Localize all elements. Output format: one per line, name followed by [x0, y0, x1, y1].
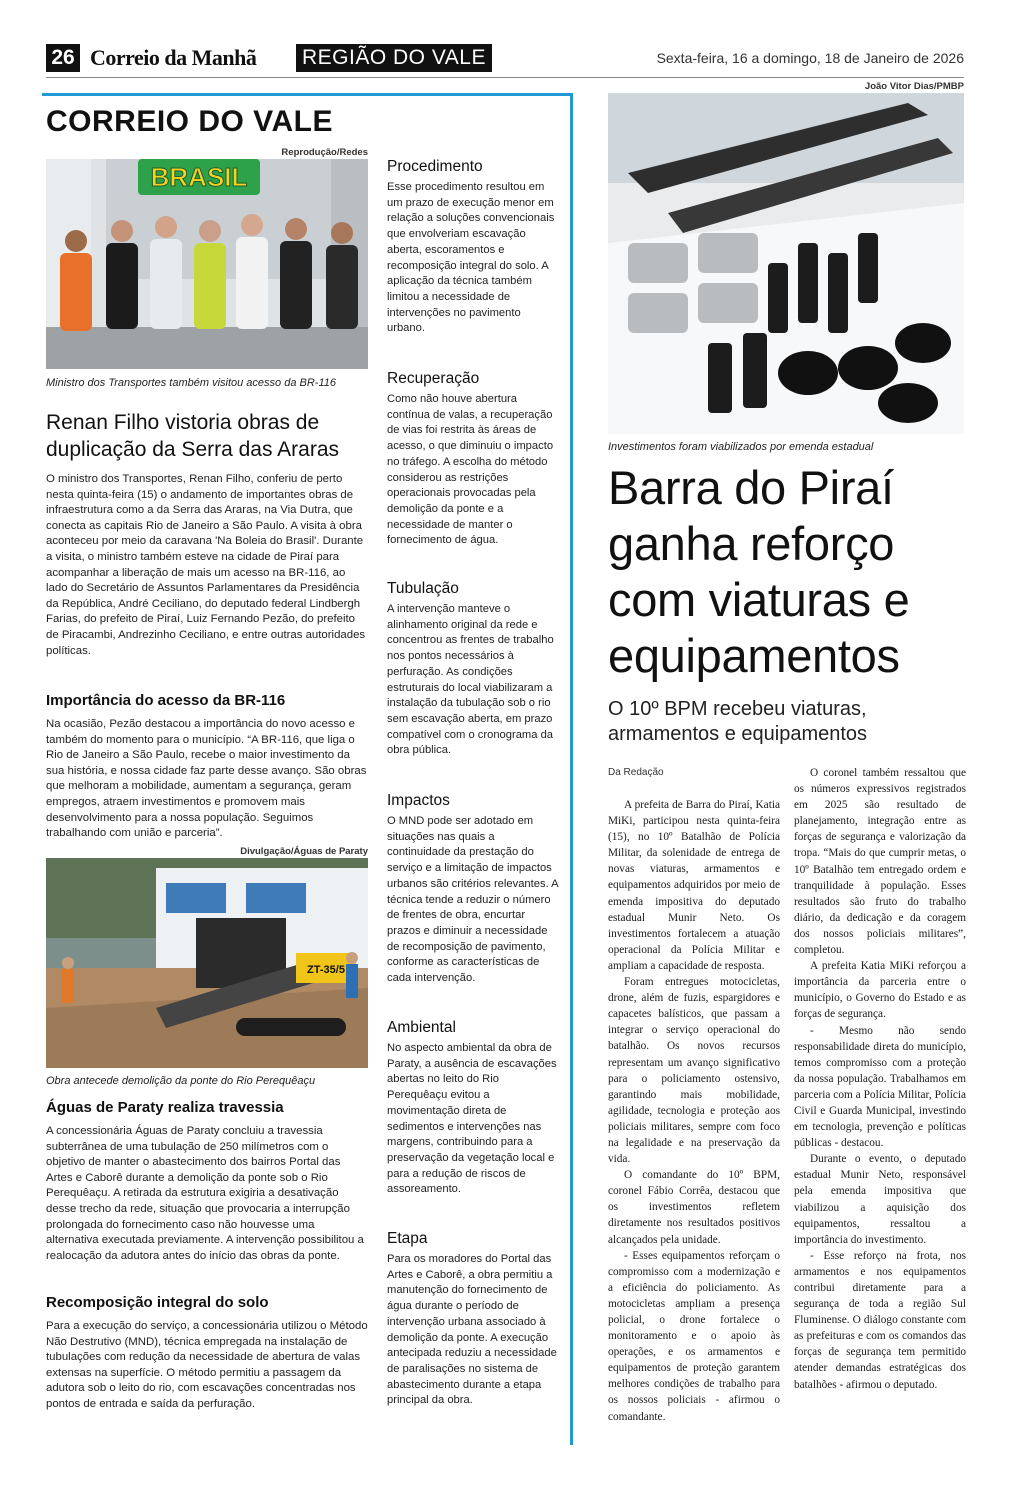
column-title: CORREIO DO VALE	[46, 105, 333, 138]
edition-date: Sexta-feira, 16 a domingo, 18 de Janeiro de 2026	[656, 50, 964, 66]
article-paragraph: Durante o evento, o deputado estadual Munir Neto, responsável pela emenda impositiva que viabilizou a aquisição dos equipamentos, ressaltou a importância do investimento.	[794, 1153, 966, 1246]
photo-caption: Investimentos foram viabilizados por emenda estadual	[608, 441, 874, 453]
sidebar-subhead: Etapa	[387, 1230, 428, 1247]
article-paragraph: Na ocasião, Pezão destacou a importância do novo acesso e também do momento para o município. “A BR-116, que liga o Rio de Janeiro a São Paulo, recebe o maior investimento da sua história, e nossa cidade faz parte desse avanço. São obras que melhoram a mobilidade, aumentam a segurança, geram empregos, atraem investimentos e promovem mais desenvolvimento para a nossa população. Seguimos trabalhando com união e parceria”.	[46, 718, 367, 840]
sidebar-subhead: Procedimento	[387, 158, 483, 175]
page-number: 26	[46, 44, 80, 72]
article-subhead: Águas de Paraty realiza travessia	[46, 1099, 284, 1116]
article-column-1	[608, 797, 780, 1425]
article-column-2	[794, 765, 966, 1393]
masthead-divider	[46, 77, 964, 78]
photo-credit: Reprodução/Redes	[281, 147, 368, 158]
sidebar-paragraph: A intervenção manteve o alinhamento original da rede e concentrou as frentes de trabalho nos pontos necessários à perfuração. As condições estruturais do local viabilizaram a instalação da tubulação sob o rio sem escavação aberta, em prazo compatível com o cronograma da obra pública.	[387, 603, 554, 757]
sidebar-paragraph: O MND pode ser adotado em situações nas quais a continuidade da prestação do serviço e a limitação de impactos urbanos são critérios relevantes. A técnica tende a reduzir o número de frentes de obra, encurtar prazos e diminuir a necessidade de recomposição de pavimento, conforme as características de cada intervenção.	[387, 815, 559, 985]
article-paragraph: A prefeita Katia MiKi reforçou a importância da parceria entre o município, o Governo do Estado e as forças de segurança.	[794, 960, 966, 1021]
photo-credit: Divulgação/Águas de Paraty	[240, 846, 368, 857]
article-paragraph: O coronel também ressaltou que os números expressivos registrados em 2025 são resultado de planejamento, integração entre as forças de segurança e valorização da tropa. “Mais do que cumprir metas, o 10º Batalhão tem entregado ordem e tranquilidade à população. Esses resultados são fruto do trabalho diário, da dedicação e da coragem dos nossos policiais militares”, completou.	[794, 767, 966, 957]
article-paragraph: - Esse reforço na frota, nos armamentos e nos equipamentos contribui diretamente para a segurança de toda a região Sul Fluminense. O diálogo constante com as prefeituras e com os comandos das forças de segurança tem permitido atender demandas estratégicas dos batalhões - afirmou o deputado.	[794, 1249, 966, 1391]
photo-credit: João Vitor Dias/PMBP	[864, 81, 964, 92]
drilling-machine-photo	[46, 858, 368, 1068]
article-paragraph: O ministro dos Transportes, Renan Filho, conferiu de perto nesta quinta-feira (15) o andamento de importantes obras de infraestrutura como a da Serra das Araras, na Via Dutra, que conecta as capitais Rio de Janeiro a São Paulo. A visita à obra aconteceu por meio da caravana 'Na Boleia do Brasil'. Durante a visita, o ministro também esteve na cidade de Piraí para acompanhar a liberação de mais um acesso na BR-116, ao lado do Secretário de Assuntos Parlamentares da Presidência da República, André Ceciliano, do deputado federal Lindbergh Farias, do prefeito de Piraí, Luiz Fernando Pezão, do prefeito de Piracambi, Andrezinho Ceciliano, e entre outras autoridades políticas.	[46, 473, 366, 657]
article-subhead: Recomposição integral do solo	[46, 1294, 269, 1311]
photo-caption: Ministro dos Transportes também visitou acesso da BR-116	[46, 377, 336, 389]
article-paragraph: O comandante do 10º BPM, coronel Fábio Corrêa, destacou que os investimentos refletem diretamente nos resultados positivos alcançados pela unidade.	[608, 1169, 780, 1246]
main-headline: Barra do Piraí ganha reforço com viaturas e equipamentos	[608, 461, 910, 682]
masthead	[0, 0, 1010, 80]
section-label: REGIÃO DO VALE	[296, 44, 492, 72]
article-paragraph: - Esses equipamentos reforçam o compromisso com a modernização e a eficiência do policiamento. As motocicletas ampliam a presença policial, o drone fortalece o monitoramento e o apoio às operações, e os armamentos e equipamentos de proteção garantem melhores condições de trabalho para os nossos policiais - afirmou o comandante.	[608, 1249, 780, 1423]
machine-label: ZT-35/5	[307, 964, 345, 976]
article-headline: Renan Filho vistoria obras de duplicação da Serra das Araras	[46, 411, 340, 461]
article-paragraph: Foram entregues motocicletas, drone, além de fuzis, espargidores e capacetes balísticos, que passam a integrar o serviço operacional do batalhão. Os novos recursos representam um avanço significativo para o policiamento ostensivo, garantindo mais mobilidade, agilidade, tecnologia e proteção aos policiais militares, sempre com foco na legalidade e na preservação da vida.	[608, 976, 780, 1166]
article-byline: Da Redação	[608, 767, 664, 778]
sidebar-paragraph: Como não houve abertura contínua de valas, a recuperação de vias foi restrita às áreas de acesso, o que diminuiu o impacto no tráfego. A escolha do método considerou as restrições operacionais provocadas pela demolição da ponte e a necessidade de manter o fornecimento de água.	[387, 393, 554, 547]
article-paragraph: Para a execução do serviço, a concessionária utilizou o Método Não Destrutivo (MND), técnica empregada na instalação de tubulações com redução da necessidade de abertura de valas extensas na superfície. O método permitiu a passagem da adutora sob o leito do rio, com escavações concentradas nos pontos de entrada e saída da perfuração.	[46, 1320, 368, 1410]
article-paragraph: - Mesmo não sendo responsabilidade direta do município, temos compromisso com a proteção da nossa população. Trabalhamos em parceria com a Polícia Militar, Polícia Civil e Guarda Municipal, investindo em tecnologia, prevenção e políticas públicas - destacou.	[794, 1024, 966, 1150]
sidebar-subhead: Impactos	[387, 792, 450, 809]
sidebar-subhead: Ambiental	[387, 1019, 456, 1036]
article-paragraph: A concessionária Águas de Paraty concluiu a travessia subterrânea de uma tubulação de 250 milímetros com o objetivo de manter o abastecimento dos bairros Portal das Artes e Caborê durante a demolição da ponte sob o Rio Perequêaçu. A retirada da estrutura exigiria a desativação desse trecho da rede, situação que provocaria a interrupção prolongada do fornecimento caso não houvesse uma alternativa executada previamente. A intervenção possibilitou a realocação da adutora antes do início das obras da ponte.	[46, 1125, 364, 1262]
article-standfirst: O 10º BPM recebeu viaturas, armamentos e equipamentos	[608, 698, 868, 745]
photo-caption: Obra antecede demolição da ponte do Rio Perequêaçu	[46, 1075, 316, 1087]
article-subhead: Importância do acesso da BR-116	[46, 692, 286, 709]
drilling-machine-illustration	[46, 858, 368, 1068]
article-paragraph: A prefeita de Barra do Piraí, Katia MiKi, participou nesta quinta-feira (15), no 10º Batalhão de Polícia Militar, da solenidade de entrega de novas viaturas, armamentos e equipamentos adquiridos por meio de emenda impositiva do deputado estadual Munir Neto. Os investimentos fortalecem a atuação operacional da Polícia Militar e ampliam a capacidade de resposta.	[608, 799, 780, 972]
sidebar-subhead: Tubulação	[387, 580, 459, 597]
equipment-photo	[608, 93, 964, 434]
newspaper-name: Correio da Manhã	[90, 45, 257, 70]
sidebar-paragraph: Esse procedimento resultou em um prazo de execução menor em relação a soluções convencionais que envolveriam escavação aberta, escoramentos e recomposição integral do solo. A aplicação da técnica também limitou a necessidade de intervenções no pavimento urbano.	[387, 181, 555, 335]
brasil-banner-text: BRASIL	[150, 162, 248, 192]
minister-group-illustration	[46, 159, 368, 369]
equipment-illustration	[608, 93, 964, 434]
minister-group-photo	[46, 159, 368, 369]
sidebar-subhead: Recuperação	[387, 370, 480, 387]
sidebar-paragraph: Para os moradores do Portal das Artes e Caborê, a obra permitiu a manutenção do fornecimento de água durante o período de intervenção urbana associado à demolição da ponte. A execução antecipada reduziu a necessidade de paralisações no sistema de abastecimento durante a etapa principal da obra.	[387, 1253, 557, 1407]
sidebar-paragraph: No aspecto ambiental da obra de Paraty, a ausência de escavações abertas no leito do Rio Perequêaçu evitou a movimentação direta de sedimentos e intervenções nas margens, contribuindo para a preservação da vegetação local e para a redução de riscos de assoreamento.	[387, 1042, 557, 1196]
